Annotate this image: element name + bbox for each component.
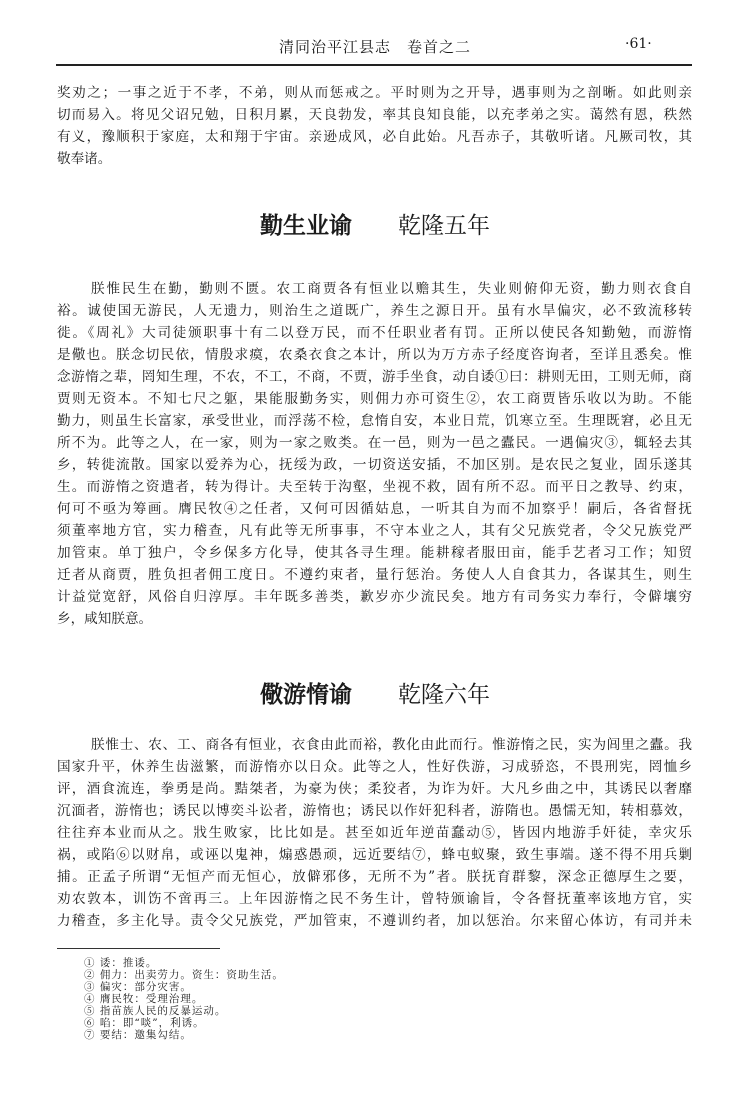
edict-title: 儆游惰谕 bbox=[260, 681, 352, 708]
footnote: ⑤ 指苗族人民的反暴运动。 bbox=[84, 1005, 227, 1017]
section-title bbox=[0, 211, 750, 241]
edict-year: 乾隆六年 bbox=[398, 682, 490, 708]
text-line: 念游惰之辈，罔知生理，不农，不工，不商，不贾，游手坐食，动自诿①曰：耕则无田，工则无师，商 bbox=[57, 369, 692, 385]
text-line: 沉湎者，游惰也；诱民以博奕斗讼者，游惰也；诱民以作奸犯科者，游隋也。愚懦无知，转相慕效， bbox=[57, 803, 692, 819]
text-line: 须董率地方官，实力稽查，凡有此等无所事事，不守本业之人，其有父兄族党者，令父兄族党严 bbox=[57, 523, 692, 539]
footnote: ① 诿：推诿。 bbox=[84, 957, 158, 969]
text-line: 生。而游惰之资遣者，转为得计。夫至转于沟壑，坐视不救，固有所不忍。而平日之教导、约束， bbox=[57, 479, 692, 495]
text-line: 计益觉宽舒，风俗自归淳厚。丰年既多善类，歉岁亦少流民矣。地方有司务实力奉行，令僻壤穷 bbox=[57, 589, 692, 605]
text-line: 评，酒食流连，拳勇是尚。黠桀者，为豪为侠；柔狡者，为诈为奸。大凡乡曲之中，其诱民以奢靡 bbox=[57, 781, 692, 797]
text-line: 勤力，则虽生长富家，承受世业，而浮荡不检，怠惰自安，本业日荒，饥寒立至。生理既窘，必且无 bbox=[57, 413, 692, 429]
text-line: 乡，咸知朕意。 bbox=[57, 611, 153, 627]
footnote: ③ 偏灾：部分灾害。 bbox=[84, 981, 192, 993]
text-line: 切而易入。将见父诏兄勉，日积月累，天良勃发，率其良知良能，以充孝弟之实。蔼然有恩，秩然 bbox=[57, 107, 692, 123]
header-title: 清同治平江县志 卷首之二 bbox=[278, 38, 471, 56]
text-line: 乡，转徙流散。国家以爱养为心，抚绥为政，一切资送安插，不加区别。是农民之复业，固乐遂其 bbox=[57, 457, 692, 473]
text-line: 加管束。单丁独户，令乡保多方化导，使其各寻生理。能耕稼者服田亩，能手艺者习工作；知贸 bbox=[57, 545, 692, 561]
footnote: ④ 膺民牧：受理治理。 bbox=[84, 993, 204, 1005]
text-line: 有义，豫顺积于家庭，太和翔于宇宙。亲逊成风，必自此始。凡吾赤子，其敬听诸。凡厥司牧，其 bbox=[57, 129, 692, 145]
text-line: 裕。诚使国无游民，人无遗力，则治生之道既广，养生之源日开。虽有水旱偏灾，必不致流移转 bbox=[57, 303, 692, 319]
footnote: ⑦ 要结：邀集勾结。 bbox=[84, 1029, 192, 1041]
edict-year: 乾隆五年 bbox=[398, 213, 490, 239]
section-title bbox=[0, 680, 750, 710]
text-line: 奖劝之；一事之近于不孝，不弟，则从而惩戒之。平时则为之开导，遇事则为之剖晰。如此则亲 bbox=[57, 85, 692, 101]
text-line: 所不为。此等之人，在一家，则为一家之败类。在一邑，则为一邑之蠹民。一遇偏灾③，辄轻去其 bbox=[57, 435, 692, 451]
text-line: 国家升平，休养生齿滋繁，而游惰亦以日众。此等之人，性好佚游，习成骄恣，不畏刑宪，罔恤乡 bbox=[57, 759, 692, 775]
text-line: 何可不亟为筹画。膺民牧④之任者，又何可因循姑息，一听其自为而不加察乎！嗣后，各省督抚 bbox=[57, 501, 692, 517]
text-line: 敬奉诸。 bbox=[57, 151, 112, 167]
text-line: 祸，或陷⑥以财帛，或诬以鬼神，煽惑愚顽，远近要结⑦，蜂屯蚁聚，致生事端。遂不得不用兵剿 bbox=[57, 847, 692, 863]
footnote: ② 佣力：出卖劳力。资生：资助生活。 bbox=[84, 969, 284, 981]
text-line: 捕。正孟子所谓“无恒产而无恒心，放僻邪侈，无所不为”者。朕抚育群黎，深念正德厚生之要， bbox=[57, 869, 692, 885]
edict-title: 勤生业谕 bbox=[260, 212, 352, 239]
header-rule bbox=[56, 64, 692, 66]
text-line: 是儆也。朕念切民依，情殷求瘼，农桑衣食之本计，所以为万方赤子经度咨询者，至详且悉矣。惟 bbox=[57, 347, 692, 363]
footnote-rule bbox=[57, 948, 220, 949]
text-line: 徙。《周礼》大司徒颁职事十有二以登万民，而不任职业者有罚。正所以使民各知勤勉，而游惰 bbox=[57, 325, 692, 341]
footnote: ⑥ 啗：即“啖”，利诱。 bbox=[84, 1017, 205, 1029]
page-number: ·61· bbox=[625, 36, 652, 52]
text-line: 力稽查，多主化导。责令父兄族党，严加管束，不遵训约者，加以惩治。尔来留心体访，有司并未 bbox=[57, 913, 692, 929]
text-line: 贾则无资本。不知七尺之躯，果能服勤务实，则佣力亦可资生②，农工商贾皆乐收以为助。不能 bbox=[57, 391, 692, 407]
text-line: 往往弃本业而从之。戕生败家，比比如是。甚至如近年逆苗蠢动⑤，皆因内地游手奸徒，幸灾乐 bbox=[57, 825, 692, 841]
text-line: 朕惟士、农、工、商各有恒业，衣食由此而裕，教化由此而行。惟游惰之民，实为闾里之蠹。我 bbox=[91, 737, 692, 753]
text-line: 劝农敦本，训饬不啻再三。上年因游惰之民不务生计，曾特颁谕旨，令各督抚董率该地方官，实 bbox=[57, 891, 692, 907]
text-line: 朕惟民生在勤，勤则不匮。农工商贾各有恒业以赡其生，失业则俯仰无资，勤力则衣食自 bbox=[91, 281, 692, 297]
text-line: 迁者从商贾，胜负担者佣工度日。不遵约束者，量行惩治。务使人人自食其力，各谋其生，则生 bbox=[57, 567, 692, 583]
